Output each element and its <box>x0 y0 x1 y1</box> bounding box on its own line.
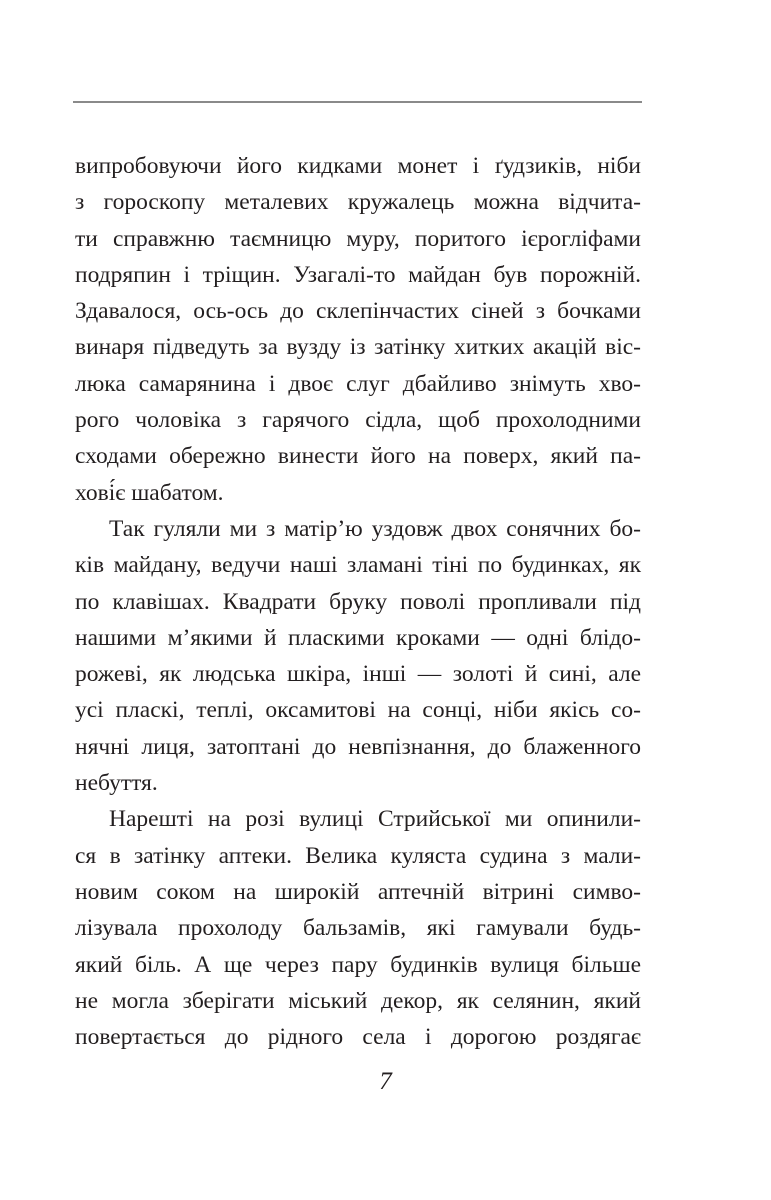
text-line: Здавалося, ось-ось до склепінчастих сіней з бочками <box>75 298 641 325</box>
text-line: випробовуючи його кидками монет і ґудзиків, ніби <box>75 153 641 179</box>
text-line: рожеві, як людська шкіра, інші — золоті й сині, але <box>75 661 641 688</box>
text-line: ків майдану, ведучи наші зламані тіні по будинках, як <box>75 552 641 579</box>
text-line: по клавішах. Квадрати бруку поволі пропливали під <box>75 588 641 615</box>
text-line: повертається до рідного села і дорогою роздягає <box>75 1024 641 1051</box>
text-line: подряпин і тріщин. Узагалі-то майдан був порожній. <box>75 261 641 288</box>
text-line: Нарешті на розі вулиці Стрийської ми опинили- <box>109 806 641 833</box>
text-line: лізувала прохолоду бальзамів, які гамували будь- <box>75 915 641 942</box>
text-line: Так гуляли ми з матір’ю уздовж двох сонячних бо- <box>109 515 641 542</box>
text-line: винаря підведуть за вузду із затінку хитких акацій віс- <box>75 334 641 361</box>
text-line: хові́є шабатом. <box>75 479 224 506</box>
text-line: який біль. А ще через пару будинків вулиця більше <box>75 951 641 978</box>
text-line: з гороскопу металевих кружалець можна відчита- <box>75 189 641 216</box>
text-line: не могла зберігати міський декор, як селянин, який <box>75 987 641 1014</box>
header-rule <box>73 101 642 103</box>
body-text <box>75 148 641 1055</box>
text-line: люка самарянина і двоє слуг дбайливо знімуть хво- <box>75 370 641 397</box>
text-line: нячні лиця, затоптані до невпізнання, до блаженного <box>75 733 641 760</box>
text-line: новим соком на широкій аптечній вітрині симво- <box>75 878 641 905</box>
text-line: усі пласкі, теплі, оксамитові на сонці, ніби якісь со- <box>75 697 641 724</box>
text-line: рого чоловіка з гарячого сідла, щоб прохолодними <box>75 407 641 434</box>
text-line: ся в затінку аптеки. Велика куляста судина з мали- <box>75 842 641 869</box>
text-line: небуття. <box>75 770 158 797</box>
page-number: 7 <box>379 1068 392 1095</box>
text-line: сходами обережно винести його на поверх, який па- <box>75 443 641 470</box>
text-line: ти справжню таємницю муру, поритого ієрогліфами <box>75 225 641 252</box>
text-line: нашими м’якими й пласкими кроками — одні блідо- <box>75 624 641 651</box>
